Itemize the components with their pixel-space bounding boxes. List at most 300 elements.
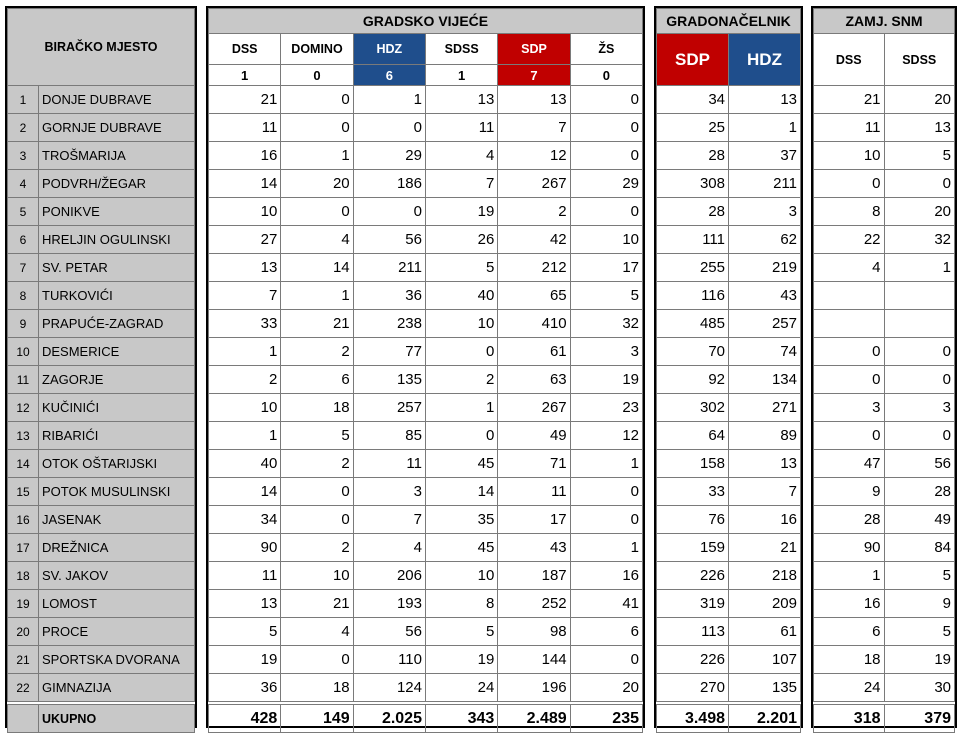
mayor-vote-cell: 226 (657, 562, 729, 590)
deputy-vote-cell: 22 (814, 226, 885, 254)
table-row (8, 338, 195, 366)
mayor-vote-cell: 308 (657, 170, 729, 198)
table-row (8, 226, 195, 254)
council-vote-cell: 1 (209, 338, 281, 366)
table-row (814, 478, 955, 506)
table-row (8, 646, 195, 674)
council-vote-cell: 14 (209, 478, 281, 506)
deputy-vote-cell: 16 (814, 590, 885, 618)
council-table (208, 8, 643, 733)
council-vote-cell: 34 (209, 506, 281, 534)
council-vote-cell: 410 (498, 310, 570, 338)
polling-station-header: BIRAČKO MJESTO (8, 9, 195, 86)
row-index: 5 (8, 198, 39, 226)
table-row (814, 674, 955, 702)
mayor-vote-cell: 7 (729, 478, 801, 506)
council-vote-cell: 212 (498, 254, 570, 282)
council-vote-cell: 0 (281, 506, 353, 534)
table-row (8, 618, 195, 646)
council-vote-cell: 5 (425, 254, 497, 282)
mayor-vote-cell: 34 (657, 86, 729, 114)
table-row (209, 142, 643, 170)
council-vote-cell: 252 (498, 590, 570, 618)
council-vote-cell: 2 (281, 534, 353, 562)
council-vote-cell: 19 (425, 646, 497, 674)
table-row (657, 450, 801, 478)
table-row (209, 170, 643, 198)
row-index: 21 (8, 646, 39, 674)
council-vote-cell: 0 (570, 86, 642, 114)
polling-station-name: JASENAK (39, 506, 195, 534)
polling-station-name: HRELJIN OGULINSKI (39, 226, 195, 254)
council-total-cell: 2.025 (353, 705, 425, 733)
table-row (814, 590, 955, 618)
council-vote-cell: 238 (353, 310, 425, 338)
table-row (814, 646, 955, 674)
deputy-vote-cell (884, 310, 955, 338)
deputy-vote-cell: 0 (884, 170, 955, 198)
polling-station-name: TURKOVIĆI (39, 282, 195, 310)
council-vote-cell: 1 (281, 142, 353, 170)
mayor-vote-cell: 89 (729, 422, 801, 450)
table-row (8, 394, 195, 422)
deputy-total-cell: 318 (814, 705, 885, 733)
row-index: 22 (8, 674, 39, 702)
mayor-candidate-header: SDP (657, 34, 729, 86)
table-row (209, 226, 643, 254)
council-total-cell: 343 (425, 705, 497, 733)
council-seat-count: 0 (570, 65, 642, 86)
council-vote-cell: 11 (353, 450, 425, 478)
row-index: 18 (8, 562, 39, 590)
council-vote-cell: 13 (209, 254, 281, 282)
deputy-vote-cell: 90 (814, 534, 885, 562)
deputy-vote-cell: 19 (884, 646, 955, 674)
mayor-vote-cell: 74 (729, 338, 801, 366)
council-vote-cell: 17 (498, 506, 570, 534)
deputy-vote-cell: 28 (884, 478, 955, 506)
table-row (209, 114, 643, 142)
row-index: 17 (8, 534, 39, 562)
table-row (8, 254, 195, 282)
council-vote-cell: 36 (209, 674, 281, 702)
council-vote-cell: 42 (498, 226, 570, 254)
council-vote-cell: 2 (498, 198, 570, 226)
deputy-vote-cell: 0 (814, 422, 885, 450)
polling-station-name: LOMOST (39, 590, 195, 618)
council-vote-cell: 41 (570, 590, 642, 618)
polling-station-name: DESMERICE (39, 338, 195, 366)
council-vote-cell: 1 (570, 450, 642, 478)
mayor-vote-cell: 28 (657, 198, 729, 226)
totals-row (8, 705, 195, 733)
council-vote-cell: 5 (209, 618, 281, 646)
council-vote-cell: 144 (498, 646, 570, 674)
table-row (814, 562, 955, 590)
table-row (814, 310, 955, 338)
council-vote-cell: 4 (425, 142, 497, 170)
table-row (657, 394, 801, 422)
council-vote-cell: 1 (425, 394, 497, 422)
table-row (657, 282, 801, 310)
mayor-vote-cell: 92 (657, 366, 729, 394)
deputy-vote-cell: 10 (814, 142, 885, 170)
council-vote-cell: 1 (281, 282, 353, 310)
table-row (657, 254, 801, 282)
deputy-vote-cell: 3 (884, 394, 955, 422)
polling-station-name: ZAGORJE (39, 366, 195, 394)
council-vote-cell: 20 (570, 674, 642, 702)
table-row (814, 142, 955, 170)
table-row (657, 226, 801, 254)
council-vote-cell: 2 (209, 366, 281, 394)
table-row (814, 618, 955, 646)
deputy-vote-cell: 84 (884, 534, 955, 562)
council-vote-cell: 85 (353, 422, 425, 450)
council-vote-cell: 19 (425, 198, 497, 226)
council-vote-cell: 10 (209, 198, 281, 226)
deputy-vote-cell: 21 (814, 86, 885, 114)
table-row (209, 310, 643, 338)
council-total-cell: 235 (570, 705, 642, 733)
mayor-vote-cell: 28 (657, 142, 729, 170)
row-index: 10 (8, 338, 39, 366)
council-vote-cell: 0 (353, 198, 425, 226)
council-vote-cell: 7 (209, 282, 281, 310)
mayor-vote-cell: 209 (729, 590, 801, 618)
row-index: 13 (8, 422, 39, 450)
council-party-header: DOMINO (281, 34, 353, 65)
table-row (657, 142, 801, 170)
table-row (209, 646, 643, 674)
mayor-vote-cell: 302 (657, 394, 729, 422)
council-vote-cell: 36 (353, 282, 425, 310)
council-vote-cell: 0 (353, 114, 425, 142)
mayor-vote-cell: 218 (729, 562, 801, 590)
council-total-cell: 149 (281, 705, 353, 733)
council-vote-cell: 40 (425, 282, 497, 310)
table-row (209, 422, 643, 450)
council-vote-cell: 12 (570, 422, 642, 450)
council-vote-cell: 14 (209, 170, 281, 198)
mayor-candidate-header: HDZ (729, 34, 801, 86)
council-vote-cell: 0 (570, 506, 642, 534)
table-row (814, 394, 955, 422)
mayor-vote-cell: 211 (729, 170, 801, 198)
council-vote-cell: 2 (425, 366, 497, 394)
table-row (209, 590, 643, 618)
deputy-vote-cell: 0 (814, 366, 885, 394)
mayor-total-cell: 3.498 (657, 705, 729, 733)
council-seat-count: 6 (353, 65, 425, 86)
table-row (8, 590, 195, 618)
council-vote-cell: 18 (281, 394, 353, 422)
deputy-vote-cell: 32 (884, 226, 955, 254)
council-vote-cell: 4 (353, 534, 425, 562)
council-vote-cell: 6 (570, 618, 642, 646)
table-row (814, 170, 955, 198)
table-row (209, 506, 643, 534)
polling-station-name: SV. JAKOV (39, 562, 195, 590)
council-vote-cell: 10 (425, 310, 497, 338)
council-vote-cell: 26 (425, 226, 497, 254)
council-vote-cell: 0 (425, 338, 497, 366)
row-index: 12 (8, 394, 39, 422)
table-row (657, 562, 801, 590)
row-index: 1 (8, 86, 39, 114)
mayor-vote-cell: 62 (729, 226, 801, 254)
totals-row (814, 705, 955, 733)
table-row (209, 254, 643, 282)
council-seat-count: 7 (498, 65, 570, 86)
council-vote-cell: 10 (570, 226, 642, 254)
council-vote-cell: 32 (570, 310, 642, 338)
council-vote-cell: 206 (353, 562, 425, 590)
council-block (206, 6, 645, 728)
table-row (814, 86, 955, 114)
mayor-vote-cell: 16 (729, 506, 801, 534)
council-vote-cell: 43 (498, 534, 570, 562)
table-row (814, 450, 955, 478)
council-total-cell: 428 (209, 705, 281, 733)
table-row (657, 86, 801, 114)
council-vote-cell: 4 (281, 618, 353, 646)
deputy-vote-cell: 5 (884, 562, 955, 590)
totals-row (657, 705, 801, 733)
polling-station-name: DREŽNICA (39, 534, 195, 562)
council-vote-cell: 65 (498, 282, 570, 310)
council-vote-cell: 0 (281, 478, 353, 506)
deputy-candidate-header: SDSS (884, 34, 955, 86)
deputy-vote-cell: 0 (884, 422, 955, 450)
council-title: GRADSKO VIJEĆE (209, 9, 643, 34)
totals-index (8, 705, 39, 733)
deputy-vote-cell: 13 (884, 114, 955, 142)
council-vote-cell: 2 (281, 450, 353, 478)
deputy-vote-cell: 18 (814, 646, 885, 674)
deputy-vote-cell: 9 (814, 478, 885, 506)
council-vote-cell: 5 (281, 422, 353, 450)
council-vote-cell: 8 (425, 590, 497, 618)
council-vote-cell: 0 (281, 198, 353, 226)
deputy-candidate-header: DSS (814, 34, 885, 86)
council-vote-cell: 21 (209, 86, 281, 114)
council-vote-cell: 63 (498, 366, 570, 394)
mayor-vote-cell: 271 (729, 394, 801, 422)
mayor-vote-cell: 76 (657, 506, 729, 534)
council-vote-cell: 267 (498, 170, 570, 198)
deputy-vote-cell (814, 310, 885, 338)
mayor-vote-cell: 70 (657, 338, 729, 366)
row-index: 7 (8, 254, 39, 282)
row-index: 2 (8, 114, 39, 142)
deputy-vote-cell: 1 (814, 562, 885, 590)
polling-station-name: TROŠMARIJA (39, 142, 195, 170)
council-vote-cell: 0 (281, 646, 353, 674)
table-row (209, 562, 643, 590)
mayor-vote-cell: 33 (657, 478, 729, 506)
table-row (209, 366, 643, 394)
council-party-header: SDSS (425, 34, 497, 65)
deputy-vote-cell: 6 (814, 618, 885, 646)
table-row (209, 86, 643, 114)
council-vote-cell: 2 (281, 338, 353, 366)
deputy-vote-cell: 20 (884, 86, 955, 114)
table-row (8, 282, 195, 310)
deputy-vote-cell: 9 (884, 590, 955, 618)
council-vote-cell: 11 (209, 562, 281, 590)
deputy-vote-cell: 49 (884, 506, 955, 534)
council-vote-cell: 1 (209, 422, 281, 450)
table-row (8, 142, 195, 170)
table-row (8, 170, 195, 198)
table-row (8, 86, 195, 114)
mayor-vote-cell: 113 (657, 618, 729, 646)
table-row (657, 338, 801, 366)
council-vote-cell: 24 (425, 674, 497, 702)
council-vote-cell: 29 (353, 142, 425, 170)
polling-station-name: RIBARIĆI (39, 422, 195, 450)
council-party-header: ŽS (570, 34, 642, 65)
table-row (8, 310, 195, 338)
table-row (8, 562, 195, 590)
council-vote-cell: 19 (570, 366, 642, 394)
deputy-vote-cell: 8 (814, 198, 885, 226)
mayor-vote-cell: 319 (657, 590, 729, 618)
table-row (657, 674, 801, 702)
table-row (8, 478, 195, 506)
council-vote-cell: 10 (209, 394, 281, 422)
table-row (8, 534, 195, 562)
mayor-vote-cell: 64 (657, 422, 729, 450)
polling-station-name: GIMNAZIJA (39, 674, 195, 702)
council-party-header: HDZ (353, 34, 425, 65)
table-row (657, 310, 801, 338)
table-row (209, 674, 643, 702)
polling-station-block (5, 6, 197, 728)
row-index: 9 (8, 310, 39, 338)
council-vote-cell: 14 (425, 478, 497, 506)
totals-label: UKUPNO (39, 705, 195, 733)
table-row (657, 590, 801, 618)
polling-station-name: PRAPUĆE-ZAGRAD (39, 310, 195, 338)
table-row (657, 534, 801, 562)
table-row (209, 534, 643, 562)
council-vote-cell: 13 (425, 86, 497, 114)
table-row (8, 366, 195, 394)
mayor-vote-cell: 37 (729, 142, 801, 170)
council-seat-count: 1 (209, 65, 281, 86)
council-vote-cell: 21 (281, 310, 353, 338)
council-vote-cell: 11 (209, 114, 281, 142)
table-row (814, 198, 955, 226)
council-vote-cell: 16 (209, 142, 281, 170)
deputy-table (813, 8, 955, 733)
table-row (209, 450, 643, 478)
council-vote-cell: 20 (281, 170, 353, 198)
council-vote-cell: 90 (209, 534, 281, 562)
council-vote-cell: 35 (425, 506, 497, 534)
mayor-vote-cell: 13 (729, 86, 801, 114)
table-row (209, 282, 643, 310)
mayor-vote-cell: 226 (657, 646, 729, 674)
council-vote-cell: 0 (425, 422, 497, 450)
council-vote-cell: 17 (570, 254, 642, 282)
table-row (814, 282, 955, 310)
table-row (814, 506, 955, 534)
table-row (814, 254, 955, 282)
council-vote-cell: 98 (498, 618, 570, 646)
council-vote-cell: 5 (570, 282, 642, 310)
deputy-vote-cell: 20 (884, 198, 955, 226)
council-vote-cell: 19 (209, 646, 281, 674)
mayor-vote-cell: 43 (729, 282, 801, 310)
deputy-vote-cell: 56 (884, 450, 955, 478)
mayor-vote-cell: 21 (729, 534, 801, 562)
row-index: 16 (8, 506, 39, 534)
council-vote-cell: 40 (209, 450, 281, 478)
table-row (814, 366, 955, 394)
table-row (657, 114, 801, 142)
mayor-vote-cell: 257 (729, 310, 801, 338)
council-vote-cell: 110 (353, 646, 425, 674)
mayor-vote-cell: 3 (729, 198, 801, 226)
council-vote-cell: 10 (281, 562, 353, 590)
deputy-block (811, 6, 957, 728)
deputy-vote-cell: 30 (884, 674, 955, 702)
polling-station-name: PONIKVE (39, 198, 195, 226)
council-vote-cell: 3 (570, 338, 642, 366)
mayor-vote-cell: 107 (729, 646, 801, 674)
table-row (814, 226, 955, 254)
council-vote-cell: 193 (353, 590, 425, 618)
deputy-vote-cell: 0 (814, 170, 885, 198)
council-vote-cell: 7 (353, 506, 425, 534)
deputy-vote-cell: 0 (814, 338, 885, 366)
row-index: 15 (8, 478, 39, 506)
table-row (657, 198, 801, 226)
polling-station-name: PODVRH/ŽEGAR (39, 170, 195, 198)
table-row (814, 422, 955, 450)
polling-station-table (7, 8, 195, 733)
council-vote-cell: 11 (498, 478, 570, 506)
council-vote-cell: 0 (570, 198, 642, 226)
mayor-vote-cell: 134 (729, 366, 801, 394)
council-vote-cell: 5 (425, 618, 497, 646)
council-vote-cell: 61 (498, 338, 570, 366)
council-vote-cell: 0 (570, 478, 642, 506)
deputy-vote-cell: 0 (884, 338, 955, 366)
row-index: 20 (8, 618, 39, 646)
council-vote-cell: 56 (353, 226, 425, 254)
polling-station-name: POTOK MUSULINSKI (39, 478, 195, 506)
polling-station-name: OTOK OŠTARIJSKI (39, 450, 195, 478)
council-vote-cell: 1 (570, 534, 642, 562)
council-vote-cell: 10 (425, 562, 497, 590)
table-row (209, 478, 643, 506)
table-row (657, 170, 801, 198)
council-vote-cell: 21 (281, 590, 353, 618)
deputy-vote-cell: 0 (884, 366, 955, 394)
mayor-vote-cell: 1 (729, 114, 801, 142)
mayor-vote-cell: 485 (657, 310, 729, 338)
council-vote-cell: 0 (570, 646, 642, 674)
row-index: 6 (8, 226, 39, 254)
row-index: 11 (8, 366, 39, 394)
mayor-vote-cell: 111 (657, 226, 729, 254)
council-vote-cell: 27 (209, 226, 281, 254)
row-index: 4 (8, 170, 39, 198)
